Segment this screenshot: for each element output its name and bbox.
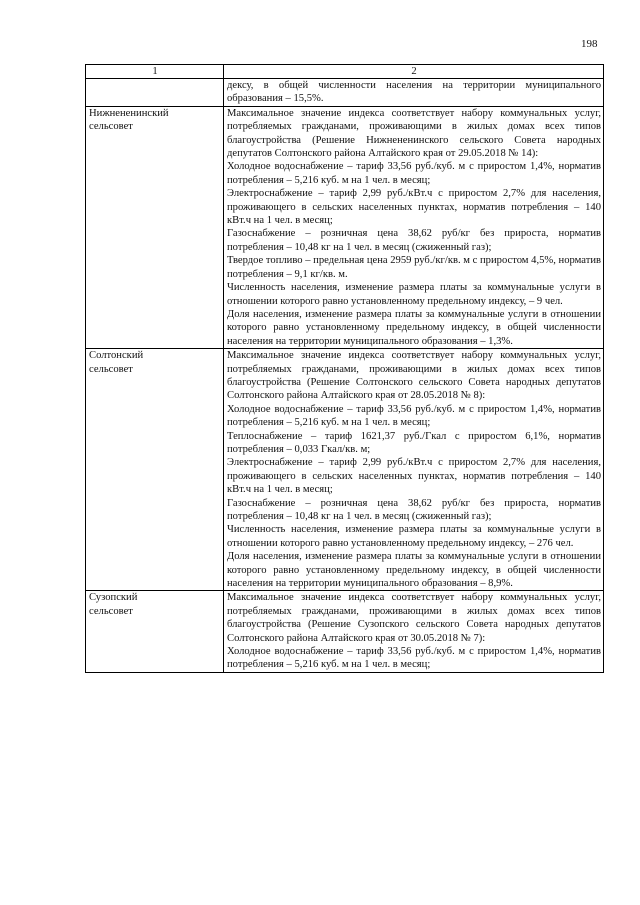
table-row (86, 349, 604, 591)
description-cell (224, 106, 604, 348)
description-paragraph: Максимальное значение индекса соответствует набору коммунальных услуг, потребляемых гражданами, проживающими в жилых домах всех типов благоустройства (Решение Сузопского сельского Совета народных депутатов Солтонского района Алтайского края от 30.05.2018 № 7): (227, 592, 601, 644)
table-header-row (86, 65, 604, 79)
municipality-name-cell (86, 591, 224, 672)
data-table (85, 64, 604, 673)
description-paragraph: Газоснабжение – розничная цена 38,62 руб/кг без прироста, норматив потребления – 10,48 кг на 1 чел. в месяц (сжиженный газ); (227, 497, 601, 522)
municipality-name-line: сельсовет (89, 121, 133, 133)
table-row (86, 106, 604, 348)
description-paragraph: Холодное водоснабжение – тариф 33,56 руб./куб. м с приростом 1,4%, норматив потребления – 5,216 куб. м на 1 чел. в месяц; (227, 646, 601, 671)
table-row (86, 591, 604, 672)
description-paragraph: Доля населения, изменение размера платы за коммунальные услуги в отношении которого равно установленному предельному индексу, в общей численности населения на территории муниципального образования – 8,9%. (227, 551, 601, 590)
description-paragraph: Электроснабжение – тариф 2,99 руб./кВт.ч с приростом 2,7% для населения, проживающего в сельских населенных пунктах, норматив потребления – 140 кВт.ч на 1 чел. в месяц; (227, 188, 601, 227)
description-paragraph: дексу, в общей численности населения на территории муниципального образования – 15,5%. (227, 80, 601, 105)
description-paragraph: Электроснабжение – тариф 2,99 руб./кВт.ч с приростом 2,7% для населения, проживающего в сельских населенных пунктах, норматив потребления – 140 кВт.ч на 1 чел. в месяц; (227, 457, 601, 496)
description-cell (224, 591, 604, 672)
municipality-name-line: Сузопский (89, 592, 138, 604)
municipality-name-cell (86, 349, 224, 591)
description-paragraph: Численность населения, изменение размера платы за коммунальные услуги в отношении которого равно установленному предельному индексу, – 276 чел. (227, 524, 601, 549)
municipality-name-line: Солтонский (89, 350, 144, 362)
description-paragraph: Теплоснабжение – тариф 1621,37 руб./Гкал с приростом 6,1%, норматив потребления – 0,033 Гкал/кв. м; (227, 430, 601, 455)
municipality-name-line: сельсовет (89, 605, 133, 617)
municipality-name-line: Нижнененинский (89, 107, 169, 119)
description-paragraph: Газоснабжение – розничная цена 38,62 руб/кг без прироста, норматив потребления – 10,48 кг на 1 чел. в месяц (сжиженный газ); (227, 228, 601, 253)
description-paragraph: Холодное водоснабжение – тариф 33,56 руб./куб. м с приростом 1,4%, норматив потребления – 5,216 куб. м на 1 чел. в месяц; (227, 161, 601, 186)
column-header-2: 2 (224, 65, 604, 79)
table-row (86, 79, 604, 107)
description-cell (224, 349, 604, 591)
description-paragraph: Численность населения, изменение размера платы за коммунальные услуги в отношении которого равно установленному предельному индексу, – 9 чел. (227, 282, 601, 307)
description-paragraph: Холодное водоснабжение – тариф 33,56 руб./куб. м с приростом 1,4%, норматив потребления – 5,216 куб. м на 1 чел. в месяц; (227, 403, 601, 429)
column-header-1: 1 (86, 65, 224, 79)
page-number: 198 (581, 38, 598, 50)
description-cell (224, 79, 604, 107)
municipality-name-line: сельсовет (89, 363, 133, 375)
municipality-name-cell (86, 106, 224, 348)
description-paragraph: Доля населения, изменение размера платы за коммунальные услуги в отношении которого равно установленному предельному индексу, в общей численности населения на территории муниципального образования – 1,3%. (227, 308, 601, 347)
description-paragraph: Максимальное значение индекса соответствует набору коммунальных услуг, потребляемых гражданами, проживающими в жилых домах всех типов благоустройства (Решение Нижнененинского сельского Совета народных депутатов Солтонского района Алтайского края от 29.05.2018 № 14): (227, 107, 601, 160)
municipality-name-cell (86, 79, 224, 107)
description-paragraph: Твердое топливо – предельная цена 2959 руб./кг/кв. м с приростом 4,5%, норматив потребления – 9,1 кг/кв. м. (227, 255, 601, 280)
description-paragraph: Максимальное значение индекса соответствует набору коммунальных услуг, потребляемых гражданами, проживающими в жилых домах всех типов благоустройства (Решение Солтонского сельского Совета народных депутатов Солтонского района Алтайского края от 28.05.2018 № 8): (227, 350, 601, 402)
